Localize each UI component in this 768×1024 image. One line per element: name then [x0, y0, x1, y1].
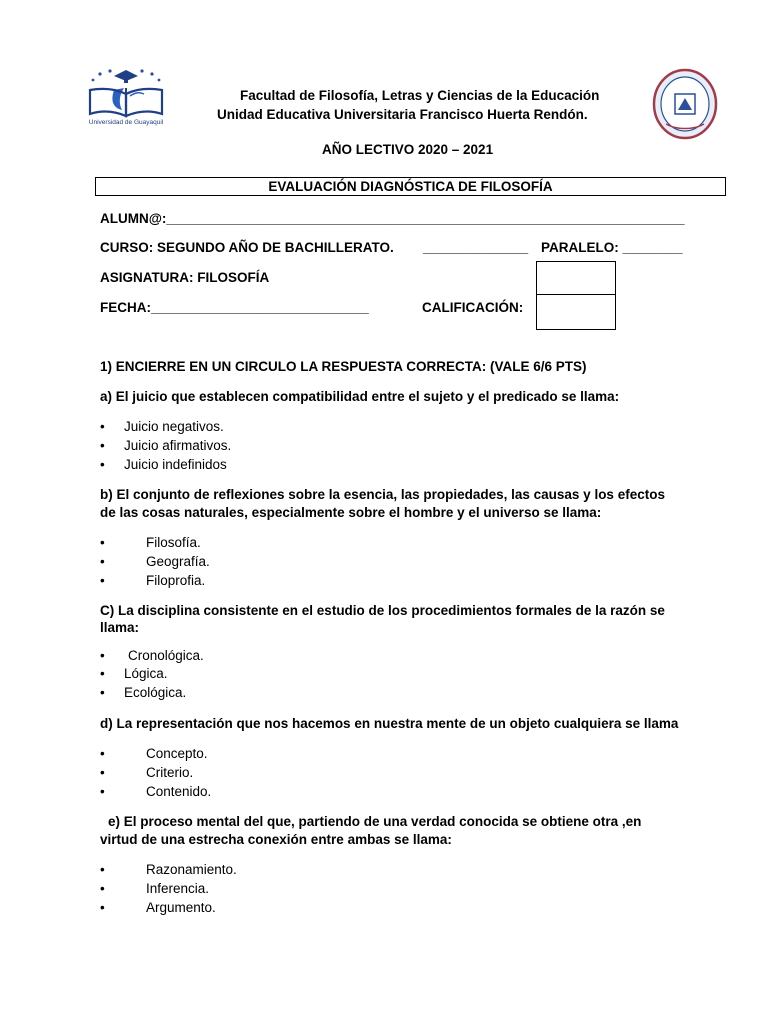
bullet: •	[100, 765, 105, 780]
bullet: •	[100, 419, 105, 434]
grade-label: CALIFICACIÓN:	[422, 300, 524, 315]
bullet: •	[100, 784, 105, 799]
question-e-option-2[interactable]: Inferencia.	[146, 881, 210, 896]
question-b-stem-line-1: b) El conjunto de reflexiones sobre la esencia, las propiedades, las causas y los efectos	[100, 487, 665, 502]
grade-box[interactable]	[536, 261, 616, 330]
question-a-option-3[interactable]: Juicio indefinidos	[124, 457, 227, 472]
school-seal	[652, 68, 718, 140]
faculty-heading: Facultad de Filosofía, Letras y Ciencias de la Educación	[240, 88, 600, 103]
date-field[interactable]: FECHA:_____________________________	[100, 300, 369, 315]
question-e-option-1[interactable]: Razonamiento.	[146, 862, 237, 877]
bullet: •	[100, 666, 105, 681]
question-e-option-3[interactable]: Argumento.	[146, 900, 216, 915]
section-1-heading: 1) ENCIERRE EN UN CIRCULO LA RESPUESTA CORRECTA: (VALE 6/6 PTS)	[100, 359, 587, 374]
question-c-stem-line-1: C) La disciplina consistente en el estudio de los procedimientos formales de la razón se	[100, 603, 665, 618]
bullet: •	[100, 900, 105, 915]
question-a-stem: a) El juicio que establecen compatibilidad entre el sujeto y el predicado se llama:	[100, 389, 620, 404]
bullet: •	[100, 685, 105, 700]
bullet: •	[100, 648, 105, 663]
question-b-option-2[interactable]: Geografía.	[146, 554, 210, 569]
course-blank-field[interactable]: ______________	[423, 240, 529, 255]
course-label: CURSO: SEGUNDO AÑO DE BACHILLERATO.	[100, 240, 394, 255]
question-c-option-2[interactable]: Lógica.	[124, 666, 168, 681]
bullet: •	[100, 554, 105, 569]
bullet: •	[100, 573, 105, 588]
page-title: EVALUACIÓN DIAGNÓSTICA DE FILOSOFÍA	[95, 177, 726, 196]
university-logo	[80, 68, 172, 130]
question-d-option-2[interactable]: Criterio.	[146, 765, 194, 780]
question-b-stem-line-2: de las cosas naturales, especialmente sobre el hombre y el universo se llama:	[100, 505, 602, 520]
question-e-stem-line-2: virtud de una estrecha conexión entre ambas se llama:	[100, 832, 452, 847]
seal-emblem-icon	[652, 68, 718, 140]
question-e-stem-line-1: e) El proceso mental del que, partiendo de una verdad conocida se obtiene otra ,en	[108, 814, 642, 829]
question-c-option-1[interactable]: Cronológica.	[128, 648, 204, 663]
question-d-stem: d) La representación que nos hacemos en nuestra mente de un objeto cualquiera se llama	[100, 716, 679, 731]
question-d-option-3[interactable]: Contenido.	[146, 784, 212, 799]
question-a-option-1[interactable]: Juicio negativos.	[124, 419, 224, 434]
bullet: •	[100, 457, 105, 472]
question-c-option-3[interactable]: Ecológica.	[124, 685, 187, 700]
bullet: •	[100, 881, 105, 896]
bullet: •	[100, 746, 105, 761]
question-b-option-3[interactable]: Filoprofia.	[146, 573, 206, 588]
bullet: •	[100, 535, 105, 550]
question-c-stem-line-2: llama:	[100, 620, 140, 635]
student-name-field[interactable]: ALUMN@:_____________________________________________________________________	[100, 211, 685, 226]
parallel-field[interactable]: PARALELO: ________	[541, 240, 683, 255]
question-b-option-1[interactable]: Filosofía.	[146, 535, 201, 550]
university-logo-caption: Universidad de Guayaquil	[88, 119, 164, 126]
question-a-option-2[interactable]: Juicio afirmativos.	[124, 438, 232, 453]
subject-label: ASIGNATURA: FILOSOFÍA	[100, 270, 270, 285]
school-heading: Unidad Educativa Universitaria Francisco Huerta Rendón.	[217, 107, 588, 122]
bullet: •	[100, 862, 105, 877]
question-d-option-1[interactable]: Concepto.	[146, 746, 208, 761]
school-year: AÑO LECTIVO 2020 – 2021	[322, 142, 494, 157]
bullet: •	[100, 438, 105, 453]
